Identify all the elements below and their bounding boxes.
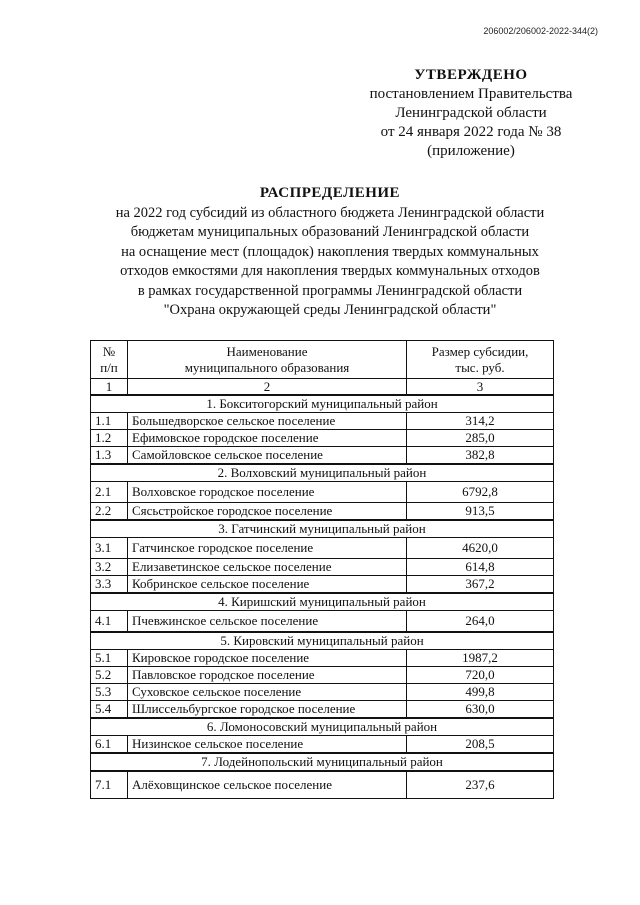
row-name: Шлиссельбургское городское поселение (128, 701, 407, 719)
row-number: 7.1 (91, 771, 128, 799)
row-number: 2.1 (91, 482, 128, 503)
row-number: 2.2 (91, 503, 128, 521)
group-title: 4. Киришский муниципальный район (91, 593, 554, 611)
row-value: 367,2 (407, 576, 554, 594)
row-number: 5.1 (91, 650, 128, 667)
row-number: 6.1 (91, 736, 128, 754)
row-value: 614,8 (407, 559, 554, 576)
table-row (91, 667, 554, 684)
header-text: тыс. руб. (455, 359, 505, 375)
heading-line: отходов емкостями для накопления твердых коммунальных отходов (120, 263, 540, 279)
row-name: Сясьстройское городское поселение (128, 503, 407, 521)
table-row (91, 447, 554, 465)
approval-line: Ленинградской области (395, 105, 547, 121)
row-value: 285,0 (407, 430, 554, 447)
row-number: 3.2 (91, 559, 128, 576)
row-value: 1987,2 (407, 650, 554, 667)
column-number: 3 (407, 379, 554, 396)
approval-line: (приложение) (427, 143, 515, 159)
group-row (91, 718, 554, 736)
row-number: 3.3 (91, 576, 128, 594)
header-name (128, 341, 407, 379)
table-row (91, 771, 554, 799)
table-row (91, 650, 554, 667)
table-row (91, 413, 554, 430)
table-row (91, 576, 554, 594)
row-number: 1.2 (91, 430, 128, 447)
column-number-row (91, 379, 554, 396)
table-row (91, 482, 554, 503)
header-text: Размер субсидии, (431, 343, 529, 359)
heading-line: на оснащение мест (площадок) накопления твердых коммунальных (121, 243, 539, 260)
row-name: Кировское городское поселение (128, 650, 407, 667)
group-title: 7. Лодейнопольский муниципальный район (91, 753, 554, 771)
table-row (91, 503, 554, 521)
row-number: 4.1 (91, 611, 128, 633)
heading-line: в рамках государственной программы Ленинградской области (137, 282, 523, 299)
group-title: 1. Бокситогорский муниципальный район (91, 395, 554, 413)
header-value (407, 341, 554, 379)
table-header-row (91, 341, 554, 379)
table-row (91, 430, 554, 447)
row-name: Ефимовское городское поселение (128, 430, 407, 447)
approval-line: постановлением Правительства (369, 86, 573, 102)
table-row (91, 684, 554, 701)
row-number: 5.4 (91, 701, 128, 719)
row-name: Волховское городское поселение (128, 482, 407, 503)
table-row (91, 611, 554, 633)
row-number: 3.1 (91, 538, 128, 559)
group-row (91, 632, 554, 650)
row-name: Суховское сельское поселение (128, 684, 407, 701)
heading-line: бюджетам муниципальных образований Ленинградской области (130, 224, 530, 240)
column-number: 1 (91, 379, 128, 396)
row-name: Кобринское сельское поселение (128, 576, 407, 594)
group-row (91, 395, 554, 413)
row-name: Большедворское сельское поселение (128, 413, 407, 430)
row-name: Елизаветинское сельское поселение (128, 559, 407, 576)
column-number: 2 (128, 379, 407, 396)
group-title: 5. Кировский муниципальный район (91, 632, 554, 650)
row-value: 237,6 (407, 771, 554, 799)
row-value: 382,8 (407, 447, 554, 465)
approval-line: от 24 января 2022 года № 38 (380, 124, 562, 140)
table-row (91, 559, 554, 576)
row-value: 913,5 (407, 503, 554, 521)
heading-title: РАСПРЕДЕЛЕНИЕ (259, 185, 401, 201)
header-number (91, 341, 128, 379)
row-name: Гатчинское городское поселение (128, 538, 407, 559)
row-value: 630,0 (407, 701, 554, 719)
document-heading (60, 184, 600, 321)
row-number: 1.1 (91, 413, 128, 430)
row-value: 4620,0 (407, 538, 554, 559)
group-title: 2. Волховский муниципальный район (91, 464, 554, 482)
distribution-table (90, 340, 554, 799)
group-row (91, 593, 554, 611)
header-text: п/п (100, 359, 118, 375)
group-title: 3. Гатчинский муниципальный район (91, 520, 554, 538)
header-text: Наименование (226, 343, 308, 359)
header-text: муниципального образования (184, 359, 350, 375)
document-code: 206002/206002-2022-344(2) (483, 26, 598, 36)
heading-line: "Охрана окружающей среды Ленинградской области" (163, 302, 497, 318)
row-name: Алёховщинское сельское поселение (128, 771, 407, 799)
row-name: Самойловское сельское поселение (128, 447, 407, 465)
row-value: 720,0 (407, 667, 554, 684)
row-number: 5.2 (91, 667, 128, 684)
group-row (91, 464, 554, 482)
approval-block (356, 66, 586, 161)
row-value: 499,8 (407, 684, 554, 701)
row-value: 264,0 (407, 611, 554, 633)
row-number: 1.3 (91, 447, 128, 465)
group-row (91, 520, 554, 538)
table-row (91, 538, 554, 559)
heading-line: на 2022 год субсидий из областного бюджета Ленинградской области (115, 204, 545, 221)
row-name: Низинское сельское поселение (128, 736, 407, 754)
table-row (91, 701, 554, 719)
table-row (91, 736, 554, 754)
row-number: 5.3 (91, 684, 128, 701)
header-text: № (102, 343, 116, 359)
row-name: Павловское городское поселение (128, 667, 407, 684)
row-name: Пчевжинское сельское поселение (128, 611, 407, 633)
row-value: 314,2 (407, 413, 554, 430)
group-title: 6. Ломоносовский муниципальный район (91, 718, 554, 736)
row-value: 6792,8 (407, 482, 554, 503)
approval-title: УТВЕРЖДЕНО (414, 67, 528, 83)
row-value: 208,5 (407, 736, 554, 754)
group-row (91, 753, 554, 771)
